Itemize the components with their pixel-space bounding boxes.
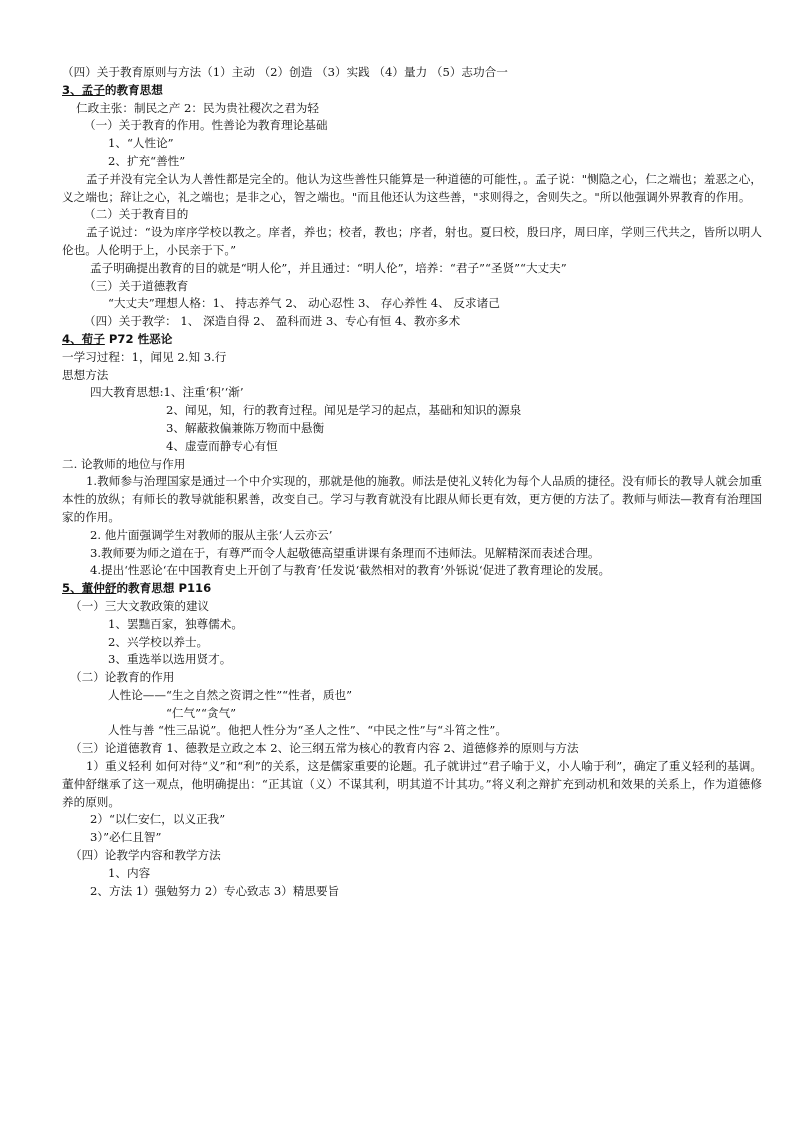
text-line: “仁气”“贪气” [166,705,237,720]
heading-text: 的教育思想 P116 [116,581,212,596]
text-line: 仁政主张：制民之产 2：民为贵社稷次之君为轻 [76,100,319,115]
heading-name: 3、孟子 [62,82,105,97]
text-line: 四大教育思想:1、注重‘积’‘渐’ [90,385,244,400]
text-line: 4.提出‘性恶论‘在中国教育史上开创了与教育’任发说‘截然相对的教育’外铄说‘促进了教育理论的发展。 [90,563,611,578]
text-line: （四）关于教育原则与方法（1）主动 （2）创造 （3）实践 （4）量力 （5）志功合一 [62,65,508,79]
heading-name: 5、董仲舒 [62,581,117,596]
section-heading [62,580,762,598]
text-line: 2）“以仁安仁，以义正我” [90,812,226,827]
text-line: （二）论教育的作用 [70,670,175,685]
text-line: 2. 他片面强调学生对教师的服从主张‘人云亦云’ [90,527,333,542]
text-line: 孟子明确提出教育的目的就是“明人伦”，并且通过：“明人伦”，培养：“君子”“圣贤”“大丈夫” [90,260,567,275]
text-line: （一）关于教育的作用。性善论为教育理论基础 [84,118,328,133]
heading-text: 的教育思想 [104,82,163,97]
document-page [62,64,762,900]
text-line: 1）重义轻利 如何对待“义”和“利”的关系，这是儒家重要的论题。孔子就讲过“君子喻于义，小人喻于利”，确定了重义轻利的基调。董仲舒继承了这一观点，他明确提出：“正其谊（义）不谋其利，明其道不计其功。”将义利之辩扩充到动机和效果的关系上，作为道德修养的原则。 [62,759,762,809]
section-heading [62,82,762,100]
text-line: 2、闻见，知，行的教育过程。闻见是学习的起点，基础和知识的源泉 [166,403,522,418]
text-line: （二）关于教育目的 [84,207,189,222]
text-line: 3、解蔽救偏兼陈万物而中悬衡 [166,420,325,435]
text-line: （一）三大文教政策的建议 [70,598,210,613]
text-line: 思想方法 [62,367,109,382]
text-line: 孟子并没有完全认为人善性都是完全的。他认为这些善性只能算是一种道德的可能性，。孟子说："恻隐之心，仁之端也；羞恶之心，义之端也；辞让之心，礼之端也；是非之心，智之端也。"而且他还认为这些善，"求则得之，舍则失之。"所以他强调外界教育的作用。 [62,171,762,204]
text-line: （三）论道德教育 1、德教是立政之本 2、论三纲五常为核心的教育内容 2、道德修养的原则与方法 [70,741,579,756]
text-line: （四）论教学内容和教学方法 [70,848,221,863]
text-line: 二. 论教师的地位与作用 [62,456,186,471]
text-line: （三）关于道德教育 [84,278,189,293]
text-line: 人性论——“生之自然之资谓之性”“性者，质也” [108,687,352,702]
text-line: 1、罢黜百家，独尊儒术。 [108,616,243,631]
text-line: 3）”必仁且智” [90,830,162,845]
text-line: 1、“人性论” [108,136,174,151]
text-line: “大丈夫”理想人格：1、 持志养气 2、 动心忍性 3、 存心养性 4、 反求诸己 [108,296,500,311]
text-line: （四）关于教学： 1、 深造自得 2、 盈科而进 3、专心有恒 4、教亦多术 [84,314,461,329]
section-heading [62,331,762,349]
text-line: 4、虚壹而静专心有恒 [166,438,278,453]
text-line: 2、兴学校以养士。 [108,634,209,649]
heading-text: P72 性恶论 [104,331,173,346]
text-line: 1、内容 [108,865,151,880]
text-line: 孟子说过：“设为庠序学校以教之。庠者，养也；校者，教也；序者，射也。夏曰校，殷曰序，周曰庠，学则三代共之，皆所以明人伦也。人伦明于上，小民亲于下。” [62,225,762,257]
text-line: 3.教师要为师之道在于，有尊严而令人起敬德高望重讲课有条理而不违师法。见解精深而表述合理。 [90,545,600,560]
text-line: 3、重选举以选用贤才。 [108,652,232,667]
text-line: 2、扩充“善性” [108,153,186,168]
text-line: 人性与善 “性三品说”。他把人性分为“圣人之性”、“中民之性”与“斗筲之性”。 [108,723,507,738]
text-line: 一学习过程：1，闻见 2.知 3.行 [62,349,227,364]
heading-name: 4、荀子 [62,331,105,346]
text-line: 1.教师参与治理国家是通过一个中介实现的，那就是他的施教。师法是使礼义转化为每个人品质的捷径。没有师长的教导人就会加重本性的放纵；有师长的教导就能积累善，改变自己。学习与教育就没有比跟从师长更有效，更方便的方法了。教师与师法—教育有治理国家的作用。 [62,474,762,524]
text-line: 2、方法 1）强勉努力 2）专心致志 3）精思要旨 [90,883,340,898]
